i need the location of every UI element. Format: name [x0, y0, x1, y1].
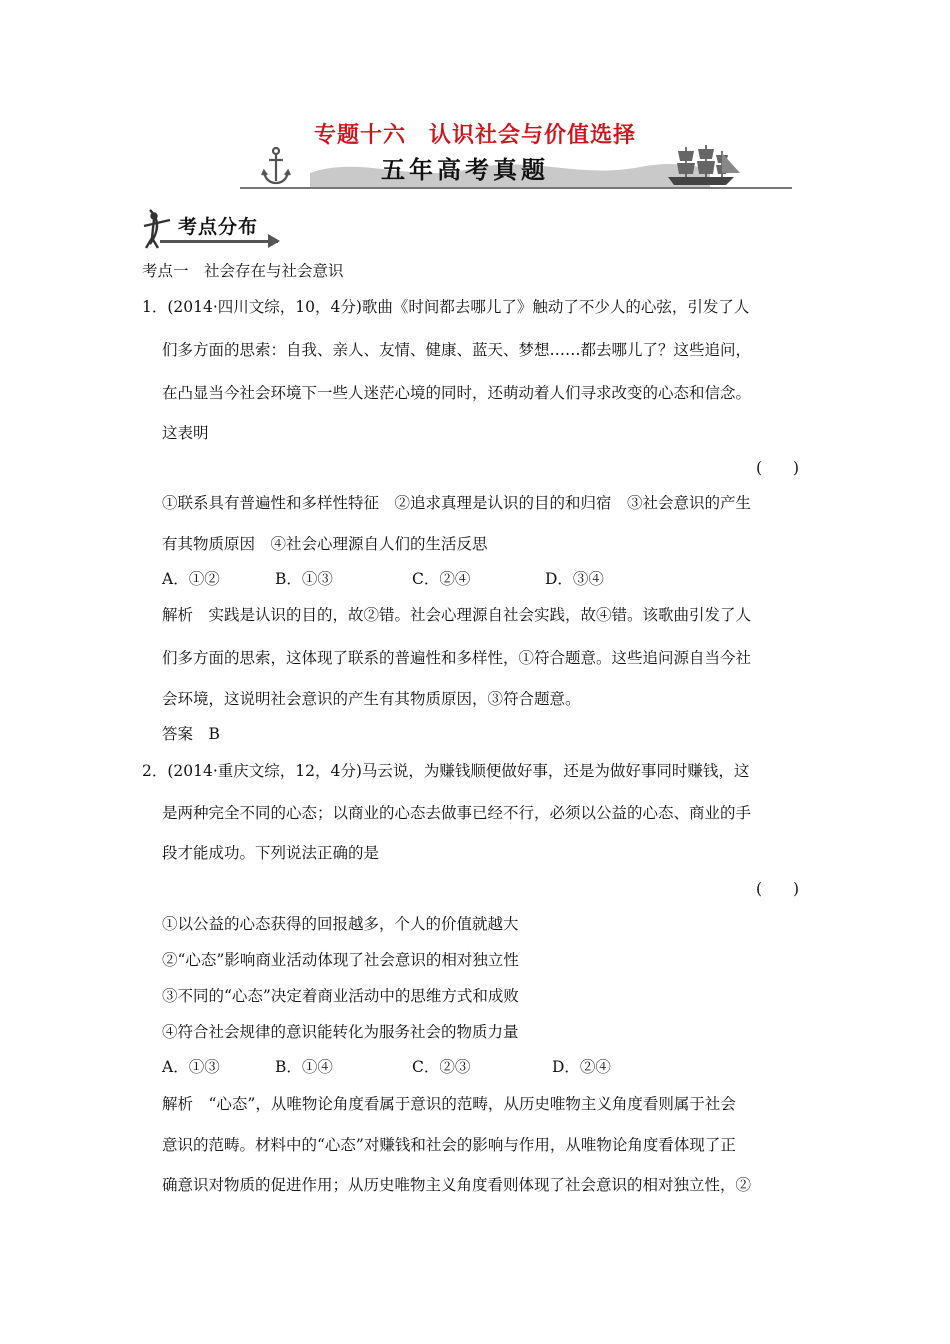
q1-analysis: 解析 实践是认识的目的，故②错。社会心理源自社会实践，故④错。该歌曲引发了人 [162, 606, 752, 624]
q2-statement: ④符合社会规律的意识能转化为服务社会的物质力量 [162, 1023, 519, 1041]
section-label: 考点分布 [178, 216, 259, 238]
q2-option-a: A．①③ [162, 1058, 220, 1076]
page-title: 专题十六 认识社会与价值选择 [313, 123, 636, 148]
q2-statement: ①以公益的心态获得的回报越多，个人的价值就越大 [162, 915, 519, 933]
q2-statement: ②“心态”影响商业活动体现了社会意识的相对独立性 [162, 951, 519, 969]
q2-analysis: 意识的范畴。材料中的“心态”对赚钱和社会的影响与作用，从唯物论角度看体现了正 [162, 1136, 736, 1154]
q1-option-a: A．①② [162, 570, 220, 588]
q1-statement: 有其物质原因 ④社会心理源自人们的生活反思 [162, 535, 488, 553]
q1-answer: 答案 B [162, 725, 220, 743]
sailing-ship-icon [668, 145, 740, 185]
q2-line: 是两种完全不同的心态；以商业的心态去做事已经不行，必须以公益的心态、商业的手 [162, 804, 752, 822]
q2-option-b: B．①④ [275, 1058, 333, 1076]
q1-option-b: B．①③ [275, 570, 333, 588]
q2-option-d: D．②④ [552, 1058, 611, 1076]
header-rule [240, 187, 792, 189]
q1-option-d: D．③④ [545, 570, 604, 588]
topic-heading: 考点一 社会存在与社会意识 [142, 262, 344, 280]
q2-line: 段才能成功。下列说法正确的是 [162, 844, 380, 862]
q2-answer-bracket: ( ) [756, 880, 800, 898]
q1-line: 们多方面的思索：自我、亲人、友情、健康、蓝天、梦想……都去哪儿了？这些追问， [162, 341, 752, 359]
q1-analysis: 会环境，这说明社会意识的产生有其物质原因，③符合题意。 [162, 690, 581, 708]
q1-line: 1．(2014·四川文综，10，4分)歌曲《时间都去哪儿了》触动了不少人的心弦，引发了人 [142, 298, 750, 316]
q1-option-c: C．②④ [412, 570, 471, 588]
q2-analysis: 解析 “心态”，从唯物论角度看属于意识的范畴，从历史唯物主义角度看则属于社会 [162, 1095, 736, 1113]
anchor-icon [262, 148, 290, 183]
section-rule [160, 240, 278, 243]
page-subtitle: 五年高考真题 [381, 156, 549, 184]
q1-line: 这表明 [162, 424, 209, 442]
section-rule-arrow [268, 234, 280, 248]
q2-line: 2．(2014·重庆文综，12，4分)马云说，为赚钱顺便做好事，还是为做好事同时赚钱，这 [142, 762, 750, 780]
q2-statement: ③不同的“心态”决定着商业活动中的思维方式和成败 [162, 987, 519, 1005]
q1-analysis: 们多方面的思索，这体现了联系的普遍性和多样性，①符合题意。这些追问源自当今社 [162, 649, 752, 667]
q2-analysis: 确意识对物质的促进作用；从历史唯物主义角度看则体现了社会意识的相对独立性，② [162, 1176, 752, 1194]
q1-answer-bracket: ( ) [756, 459, 800, 477]
q1-statement: ①联系具有普遍性和多样性特征 ②追求真理是认识的目的和归宿 ③社会意识的产生 [162, 494, 752, 512]
q1-line: 在凸显当今社会环境下一些人迷茫心境的同时，还萌动着人们寻求改变的心态和信念。 [162, 384, 752, 402]
q2-option-c: C．②③ [412, 1058, 471, 1076]
